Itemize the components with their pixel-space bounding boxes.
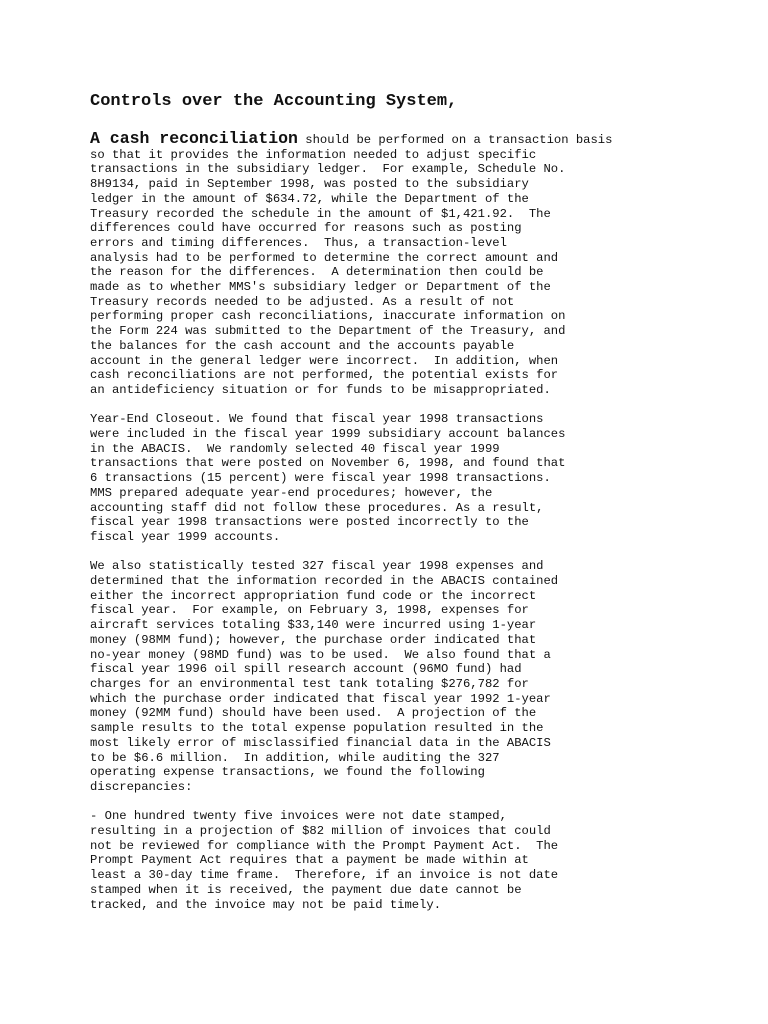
cash-reconciliation-lead: A cash reconciliation [90,129,298,148]
statistical-test-paragraph: We also statistically tested 327 fiscal year 1998 expenses and determined that the information recorded in the ABACIS contained either the incorrect appropriation fund code or the incorrect fiscal year. For example, on February 3, 1998, expenses for aircraft services totaling $33,140 were incurred using 1-year money (98MM fund); however, the purchase order indicated that no-year money (98MD fund) was to be used. We also found that a fiscal year 1996 oil spill research account (96MO fund) had charges for an environmental test tank totaling $276,782 for which the purchase order indicated that fiscal year 1992 1-year money (92MM fund) should have been used. A projection of the sample results to the total expense population resulted in the most likely error of misclassified financial data in the ABACIS to be $6.6 million. In addition, while auditing the 327 operating expense transactions, we found the following discrepancies: [90,559,559,794]
year-end-closeout-paragraph: Year-End Closeout. We found that fiscal year 1998 transactions were included in the fiscal year 1999 subsidiary account balances in the ABACIS. We randomly selected 40 fiscal year 1999 transactions that were posted on November 6, 1998, and found that 6 transactions (15 percent) were fiscal year 1998 transactions. MMS prepared adequate year-end procedures; however, the accounting staff did not follow these procedures. As a result, fiscal year 1998 transactions were posted incorrectly to the fiscal year 1999 accounts. [90,412,566,544]
document-page [90,92,730,927]
invoices-discrepancy-item: - One hundred twenty five invoices were not date stamped, resulting in a projection of $82 million of invoices that could not be reviewed for compliance with the Prompt Payment Act. The Prompt Payment Act requires that a payment be made within at least a 30-day time frame. Therefore, if an invoice is not date stamped when it is received, the payment due date cannot be tracked, and the invoice may not be paid timely. [90,809,559,912]
cash-reconciliation-body: so that it provides the information needed to adjust specific transactions in the subsidiary ledger. For example, Schedule No. 8H9134, paid in September 1998, was posted to the subsidiary ledger in the amount of $634.72, while the Department of the Treasury recorded the schedule in the amount of $1,421.92. The differences could have occurred for reasons such as posting errors and timing differences. Thus, a transaction-level analysis had to be performed to determine the correct amount and the reason for the differences. A determination then could be made as to whether MMS's subsidiary ledger or Department of the Treasury records needed to be adjusted. As a result of not performing proper cash reconciliations, inaccurate information on the Form 224 was submitted to the Department of the Treasury, and the balances for the cash account and the accounts payable account in the general ledger were incorrect. In addition, when cash reconciliations are not performed, the potential exists for an antideficiency situation or for funds to be misappropriated. [90,147,566,397]
cash-reconciliation-paragraph [90,129,730,398]
cash-reconciliation-first-line: should be performed on a transaction basis [297,133,613,147]
section-heading: Controls over the Accounting System, [90,92,458,111]
